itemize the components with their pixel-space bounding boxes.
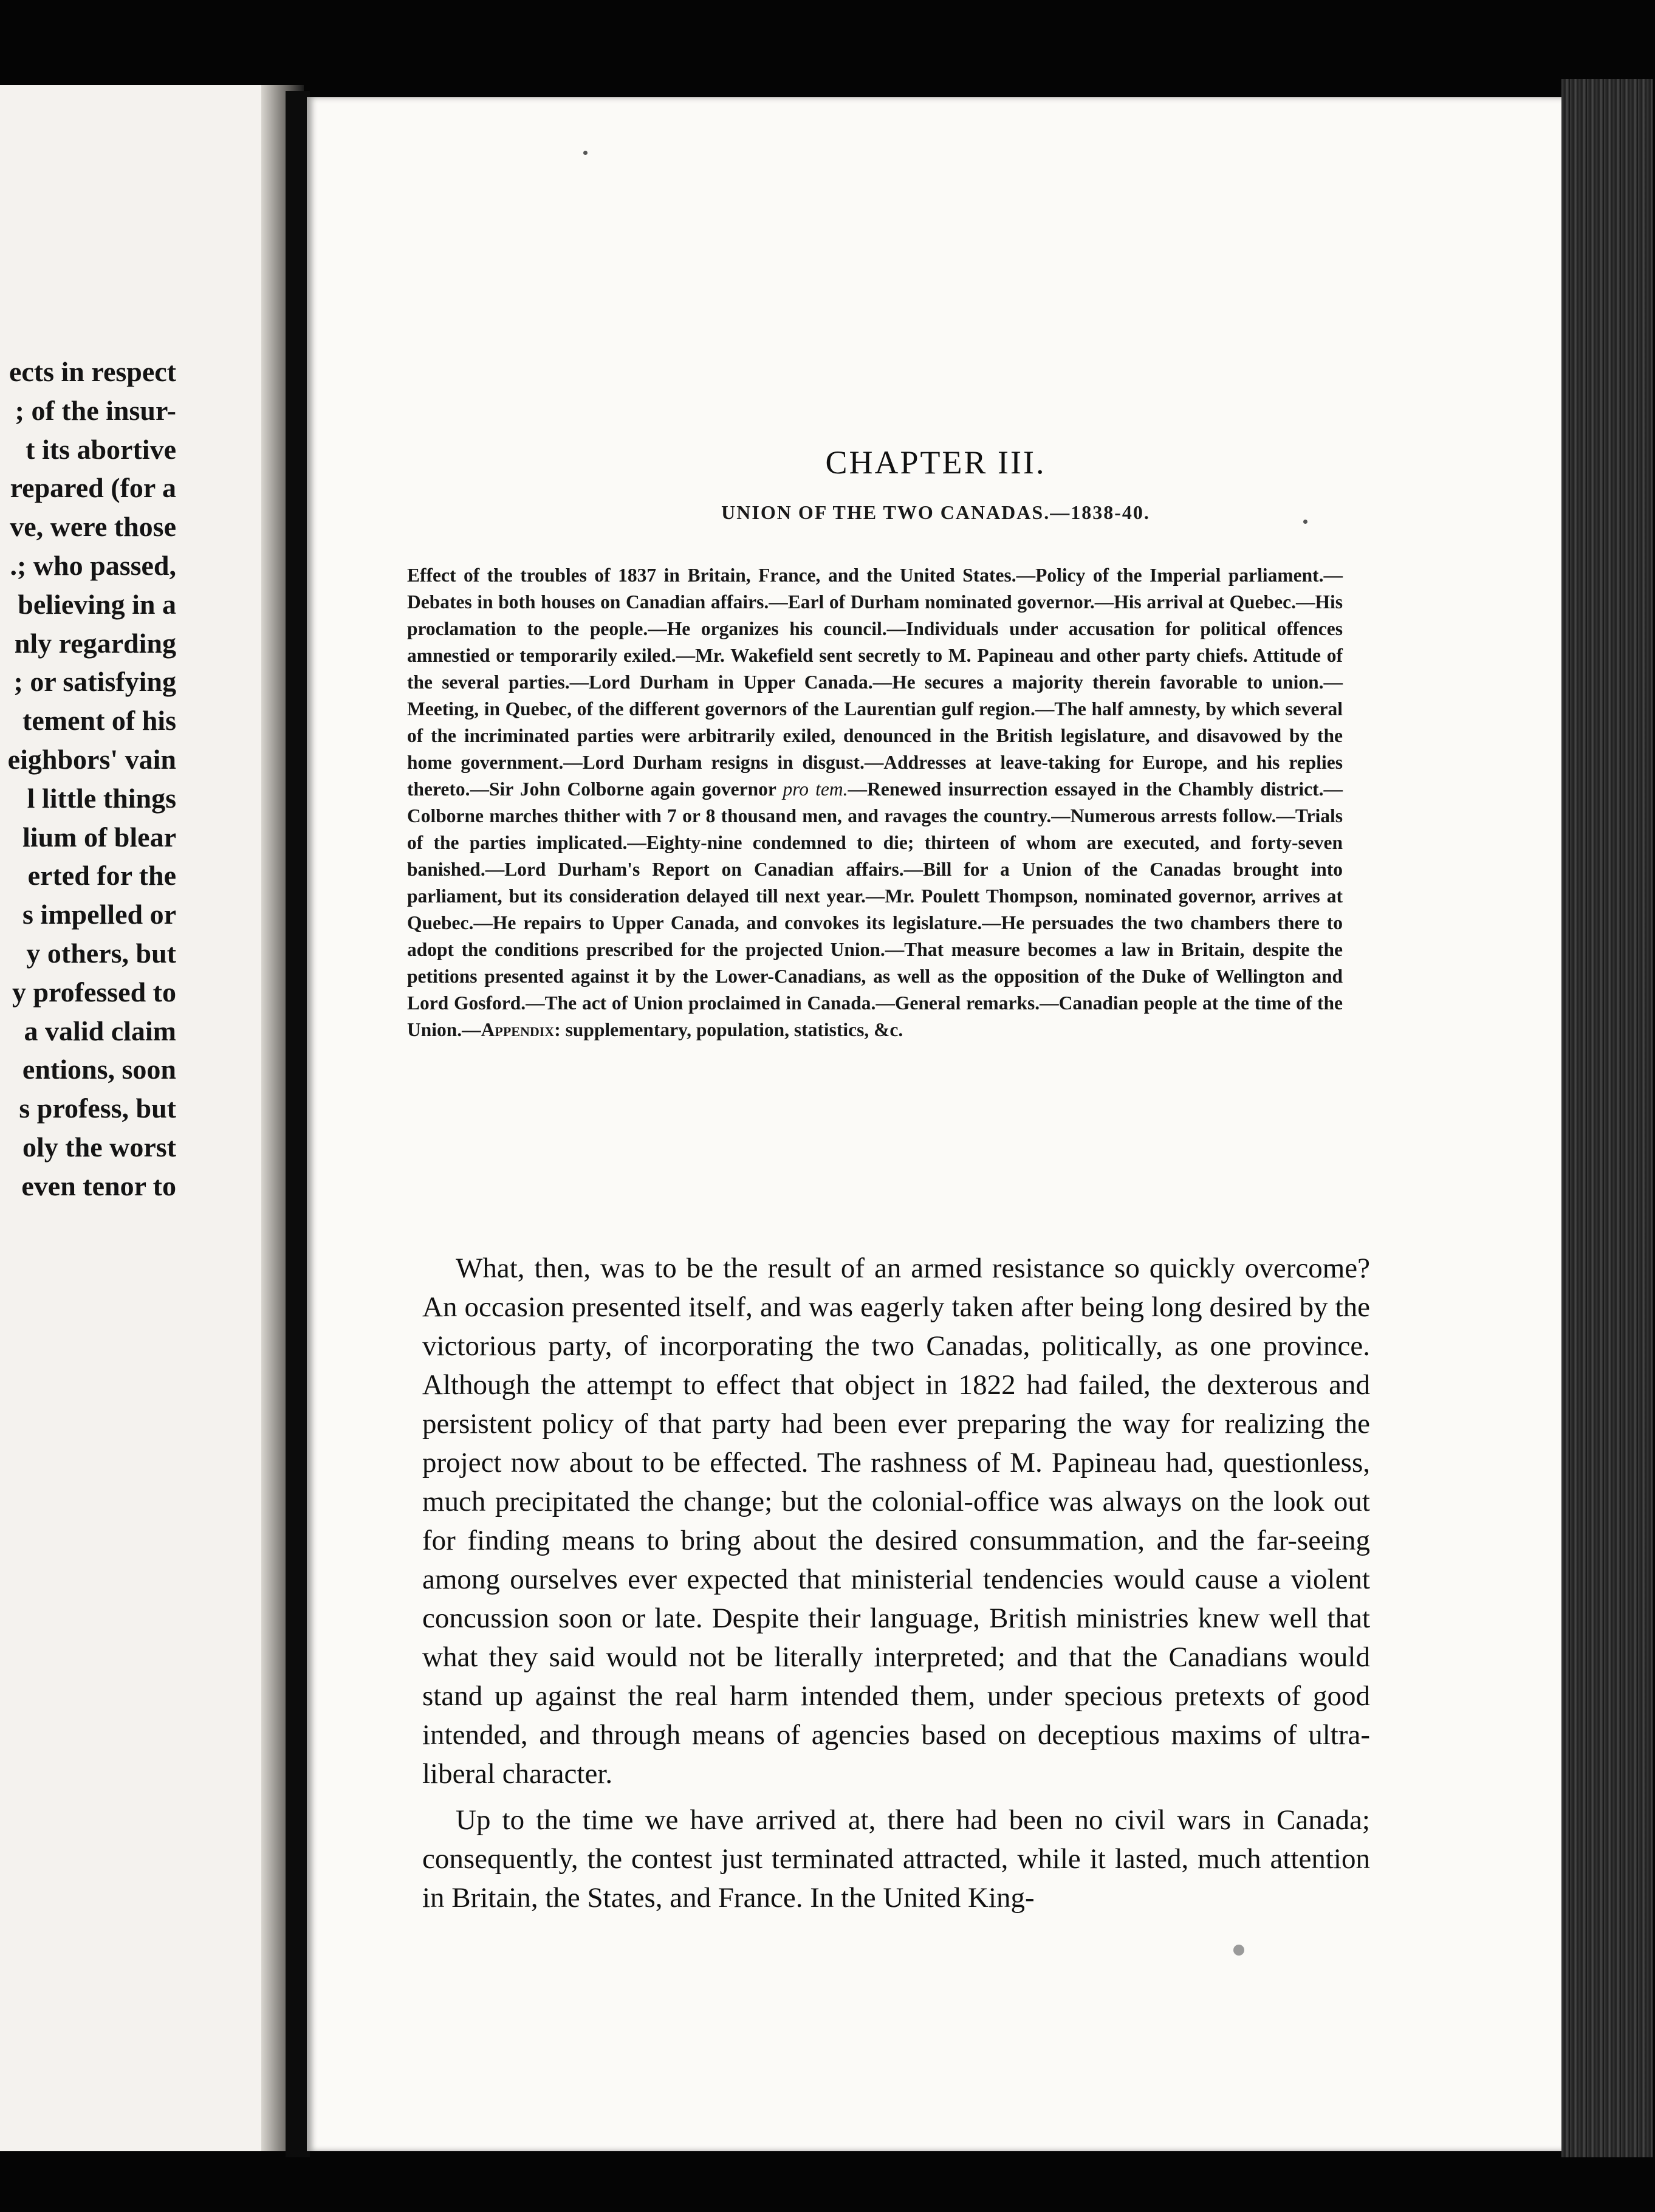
left-line: s profess, but <box>19 1093 176 1124</box>
print-speck <box>583 151 588 155</box>
left-line: t its abortive <box>26 433 176 465</box>
chapter-subtitle: UNION OF THE TWO CANADAS.—1838-40. <box>721 501 1150 523</box>
left-line: s impelled or <box>22 899 176 930</box>
left-line: even tenor to <box>21 1170 176 1201</box>
previous-page-text <box>0 352 176 1206</box>
main-page <box>307 97 1564 2151</box>
left-line: y professed to <box>12 976 176 1008</box>
left-line: a valid claim <box>24 1015 176 1046</box>
chapter-synopsis <box>407 562 1343 1043</box>
paragraph: Up to the time we have arrived at, there had been no civil wars in Canada; consequently, the contest just terminated attracted, while it lasted, much attention in Britain, the States, and France. In the United King- <box>422 1804 1370 1914</box>
synopsis-text: : supplementary, population, statistics, &c. <box>554 1019 903 1040</box>
paragraph: What, then, was to be the result of an armed resistance so quickly overcome? An occasion presented itself, and was eagerly taken after being long desired by the victorious party, of incorporating the two Canadas, politically, as one province. Although the attempt to effect that object in 1822 had failed, the dexterous and persistent policy of that party had been ever preparing the way for realizing the project now about to be effected. The rashness of M. Papineau had, questionless, much precipitated the change; but the colonial-office was always on the look out for finding means to bring about the desired consummation, and the far-seeing among ourselves ever expected that ministerial tendencies would cause a violent concussion soon or late. Despite their language, British ministries knew well that what they said would not be literally interpreted; and that the Canadians would stand up against the real harm intended them, under specious pretexts of good intended, and through means of agencies based on deceptious maxims of ultra-liberal character. <box>422 1252 1370 1790</box>
page-blemish <box>1233 1945 1244 1956</box>
left-line: tement of his <box>22 705 176 737</box>
left-line: eighbors' vain <box>7 743 176 775</box>
left-line: ve, were those <box>10 511 176 543</box>
book-gutter <box>286 91 310 2157</box>
synopsis-text: Effect of the troubles of 1837 in Britain, France, and the United States.—Policy of the Imperial parliament.—Debates in both houses on Canadian affairs.—Earl of Durham nominated governor.—His arrival at Quebec.—His proclamation to the people.—He organizes his council.—Individuals under accusation for political offences amnestied or temporarily exiled.—Mr. Wakefield sent secretly to M. Papineau and other party chiefs. Attitude of the several parties.—Lord Durham in Upper Canada.—He secures a majority therein favorable to union.—Meeting, in Quebec, of the different governors of the Laurentian gulf region.—The half amnesty, by which several of the incriminated parties were arbitrarily exiled, denounced in the British legislature, and disavowed by the home government.—Lord Durham resigns in disgust.—Addresses at leave-taking for Europe, and his replies thereto.—Sir John Colborne again governor <box>407 565 1343 800</box>
synopsis-italic: pro tem. <box>783 778 848 800</box>
left-line: repared (for a <box>10 472 176 504</box>
left-line: oly the worst <box>22 1131 176 1163</box>
left-line: y others, but <box>26 937 176 969</box>
left-line: entions, soon <box>22 1054 176 1085</box>
body-text <box>422 1249 1370 1925</box>
left-line: ; of the insur- <box>15 394 176 426</box>
appendix-label: Appendix <box>481 1019 555 1040</box>
left-line: nly regarding <box>14 627 176 659</box>
chapter-title: CHAPTER III. <box>825 444 1046 481</box>
left-line: lium of blear <box>22 821 176 853</box>
synopsis-text: —Renewed insurrection essayed in the Chambly district.—Colborne marches thither with 7 or 8 thousand men, and ravages the country.—Numerous arrests follow.—Trials of the parties implicated.—Eighty-nine condemned to die; thirteen of whom are executed, and forty-seven banished.—Lord Durham's Report on Canadian affairs.—Bill for a Union of the Canadas brought into parliament, but its consideration delayed till next year.—Mr. Poulett Thompson, nominated governor, arrives at Quebec.—He repairs to Upper Canada, and convokes its legislature.—He persuades the two chambers there to adopt the conditions prescribed for the projected Union.—That measure becomes a law in Britain, despite the petitions presented against it by the Lower-Canadians, as well as the opposition of the Duke of Wellington and Lord Gosford.—The act of Union proclaimed in Canada.—General remarks.—Canadian people at the time of the Union.— <box>407 778 1343 1040</box>
book-page-edges <box>1561 79 1653 2157</box>
left-line: erted for the <box>27 860 176 891</box>
left-line: .; who passed, <box>10 549 176 581</box>
left-line: ects in respect <box>9 356 176 387</box>
left-line: l little things <box>27 782 176 814</box>
previous-page-fragment <box>0 85 286 2151</box>
left-line: believing in a <box>18 588 176 620</box>
left-line: ; or satisfying <box>13 666 176 698</box>
